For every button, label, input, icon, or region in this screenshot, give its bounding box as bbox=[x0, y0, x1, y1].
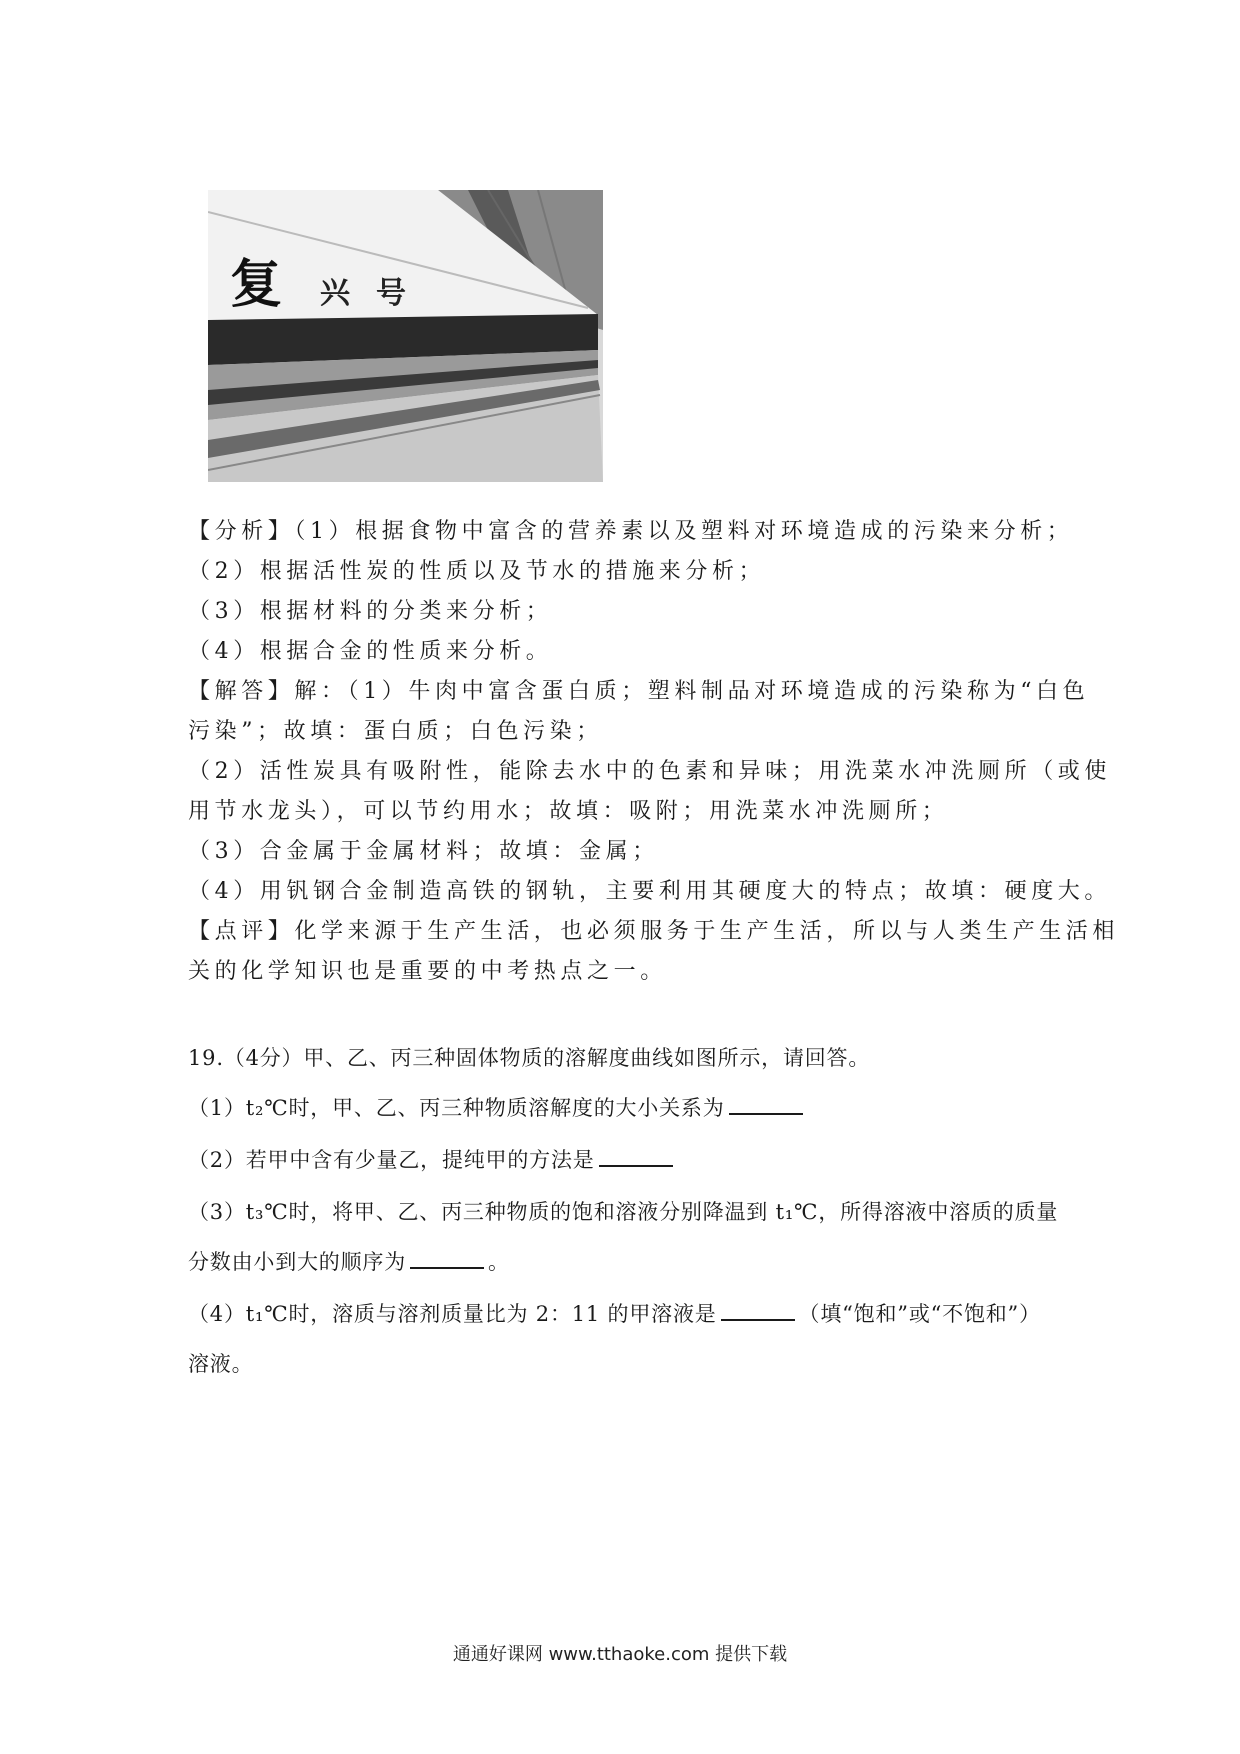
analysis-line-4: （4）根据合金的性质来分析。 bbox=[188, 639, 553, 664]
comment-line-1: 【点评】化学来源于生产生活，也必须服务于生产生活，所以与人类生产生活相 bbox=[188, 919, 1120, 944]
train-photo bbox=[208, 190, 603, 482]
question-19-part-2-text: （2）若甲中含有少量乙，提纯甲的方法是 bbox=[188, 1148, 595, 1172]
analysis-line-1: 【分析】（1）根据食物中富含的营养素以及塑料对环境造成的污染来分析； bbox=[188, 519, 1074, 544]
answer-line-3: （2）活性炭具有吸附性，能除去水中的色素和异味；用洗菜水冲洗厕所（或使 bbox=[188, 759, 1111, 784]
sign-char-1: 复 bbox=[230, 254, 283, 315]
answer-blank-3[interactable] bbox=[410, 1249, 484, 1269]
question-19-part-3-line-2 bbox=[188, 1246, 510, 1276]
sign-char-2: 兴 bbox=[320, 276, 350, 311]
question-19-part-4 bbox=[188, 1298, 1041, 1328]
train-photo-graphic bbox=[208, 190, 603, 482]
answer-line-2: 污染”；故填：蛋白质；白色污染； bbox=[188, 719, 603, 744]
question-19-part-3-text: 分数由小到大的顺序为 bbox=[188, 1250, 406, 1274]
analysis-line-3: （3）根据材料的分类来分析； bbox=[188, 599, 553, 624]
question-19-part-4-hint: （填“饱和”或“不饱和”） bbox=[798, 1302, 1041, 1326]
answer-blank-4[interactable] bbox=[721, 1301, 795, 1321]
question-19-part-1-text: （1）t₂℃时，甲、乙、丙三种物质溶解度的大小关系为 bbox=[188, 1096, 725, 1120]
analysis-line-2: （2）根据活性炭的性质以及节水的措施来分析； bbox=[188, 559, 766, 584]
question-19-stem: 19.（4分）甲、乙、丙三种固体物质的溶解度曲线如图所示，请回答。 bbox=[188, 1046, 871, 1070]
question-19-part-2 bbox=[188, 1144, 677, 1174]
comment-line-2: 关的化学知识也是重要的中考热点之一。 bbox=[188, 959, 667, 984]
question-19-part-4-text: （4）t₁℃时，溶质与溶剂质量比为 2：11 的甲溶液是 bbox=[188, 1302, 717, 1326]
sign-char-3: 号 bbox=[376, 276, 406, 311]
answer-blank-1[interactable] bbox=[729, 1095, 803, 1115]
question-19-part-3-line-1: （3）t₃℃时，将甲、乙、丙三种物质的饱和溶液分别降温到 t₁℃，所得溶液中溶质的质量 bbox=[188, 1200, 1059, 1224]
question-19-part-1 bbox=[188, 1092, 807, 1122]
question-19-part-4-line-2: 溶液。 bbox=[188, 1352, 254, 1376]
answer-line-1: 【解答】解：（1）牛肉中富含蛋白质；塑料制品对环境造成的污染称为“白色 bbox=[188, 679, 1090, 704]
question-19-part-3-end: 。 bbox=[488, 1250, 510, 1274]
answer-line-4: 用节水龙头），可以节约用水；故填：吸附；用洗菜水冲洗厕所； bbox=[188, 799, 949, 824]
answer-line-6: （4）用钒钢合金制造高铁的钢轨，主要利用其硬度大的特点；故填：硬度大。 bbox=[188, 879, 1111, 904]
page-footer: 通通好课网 www.tthaoke.com 提供下载 bbox=[452, 1644, 788, 1665]
answer-blank-2[interactable] bbox=[599, 1147, 673, 1167]
answer-line-5: （3）合金属于金属材料；故填：金属； bbox=[188, 839, 659, 864]
